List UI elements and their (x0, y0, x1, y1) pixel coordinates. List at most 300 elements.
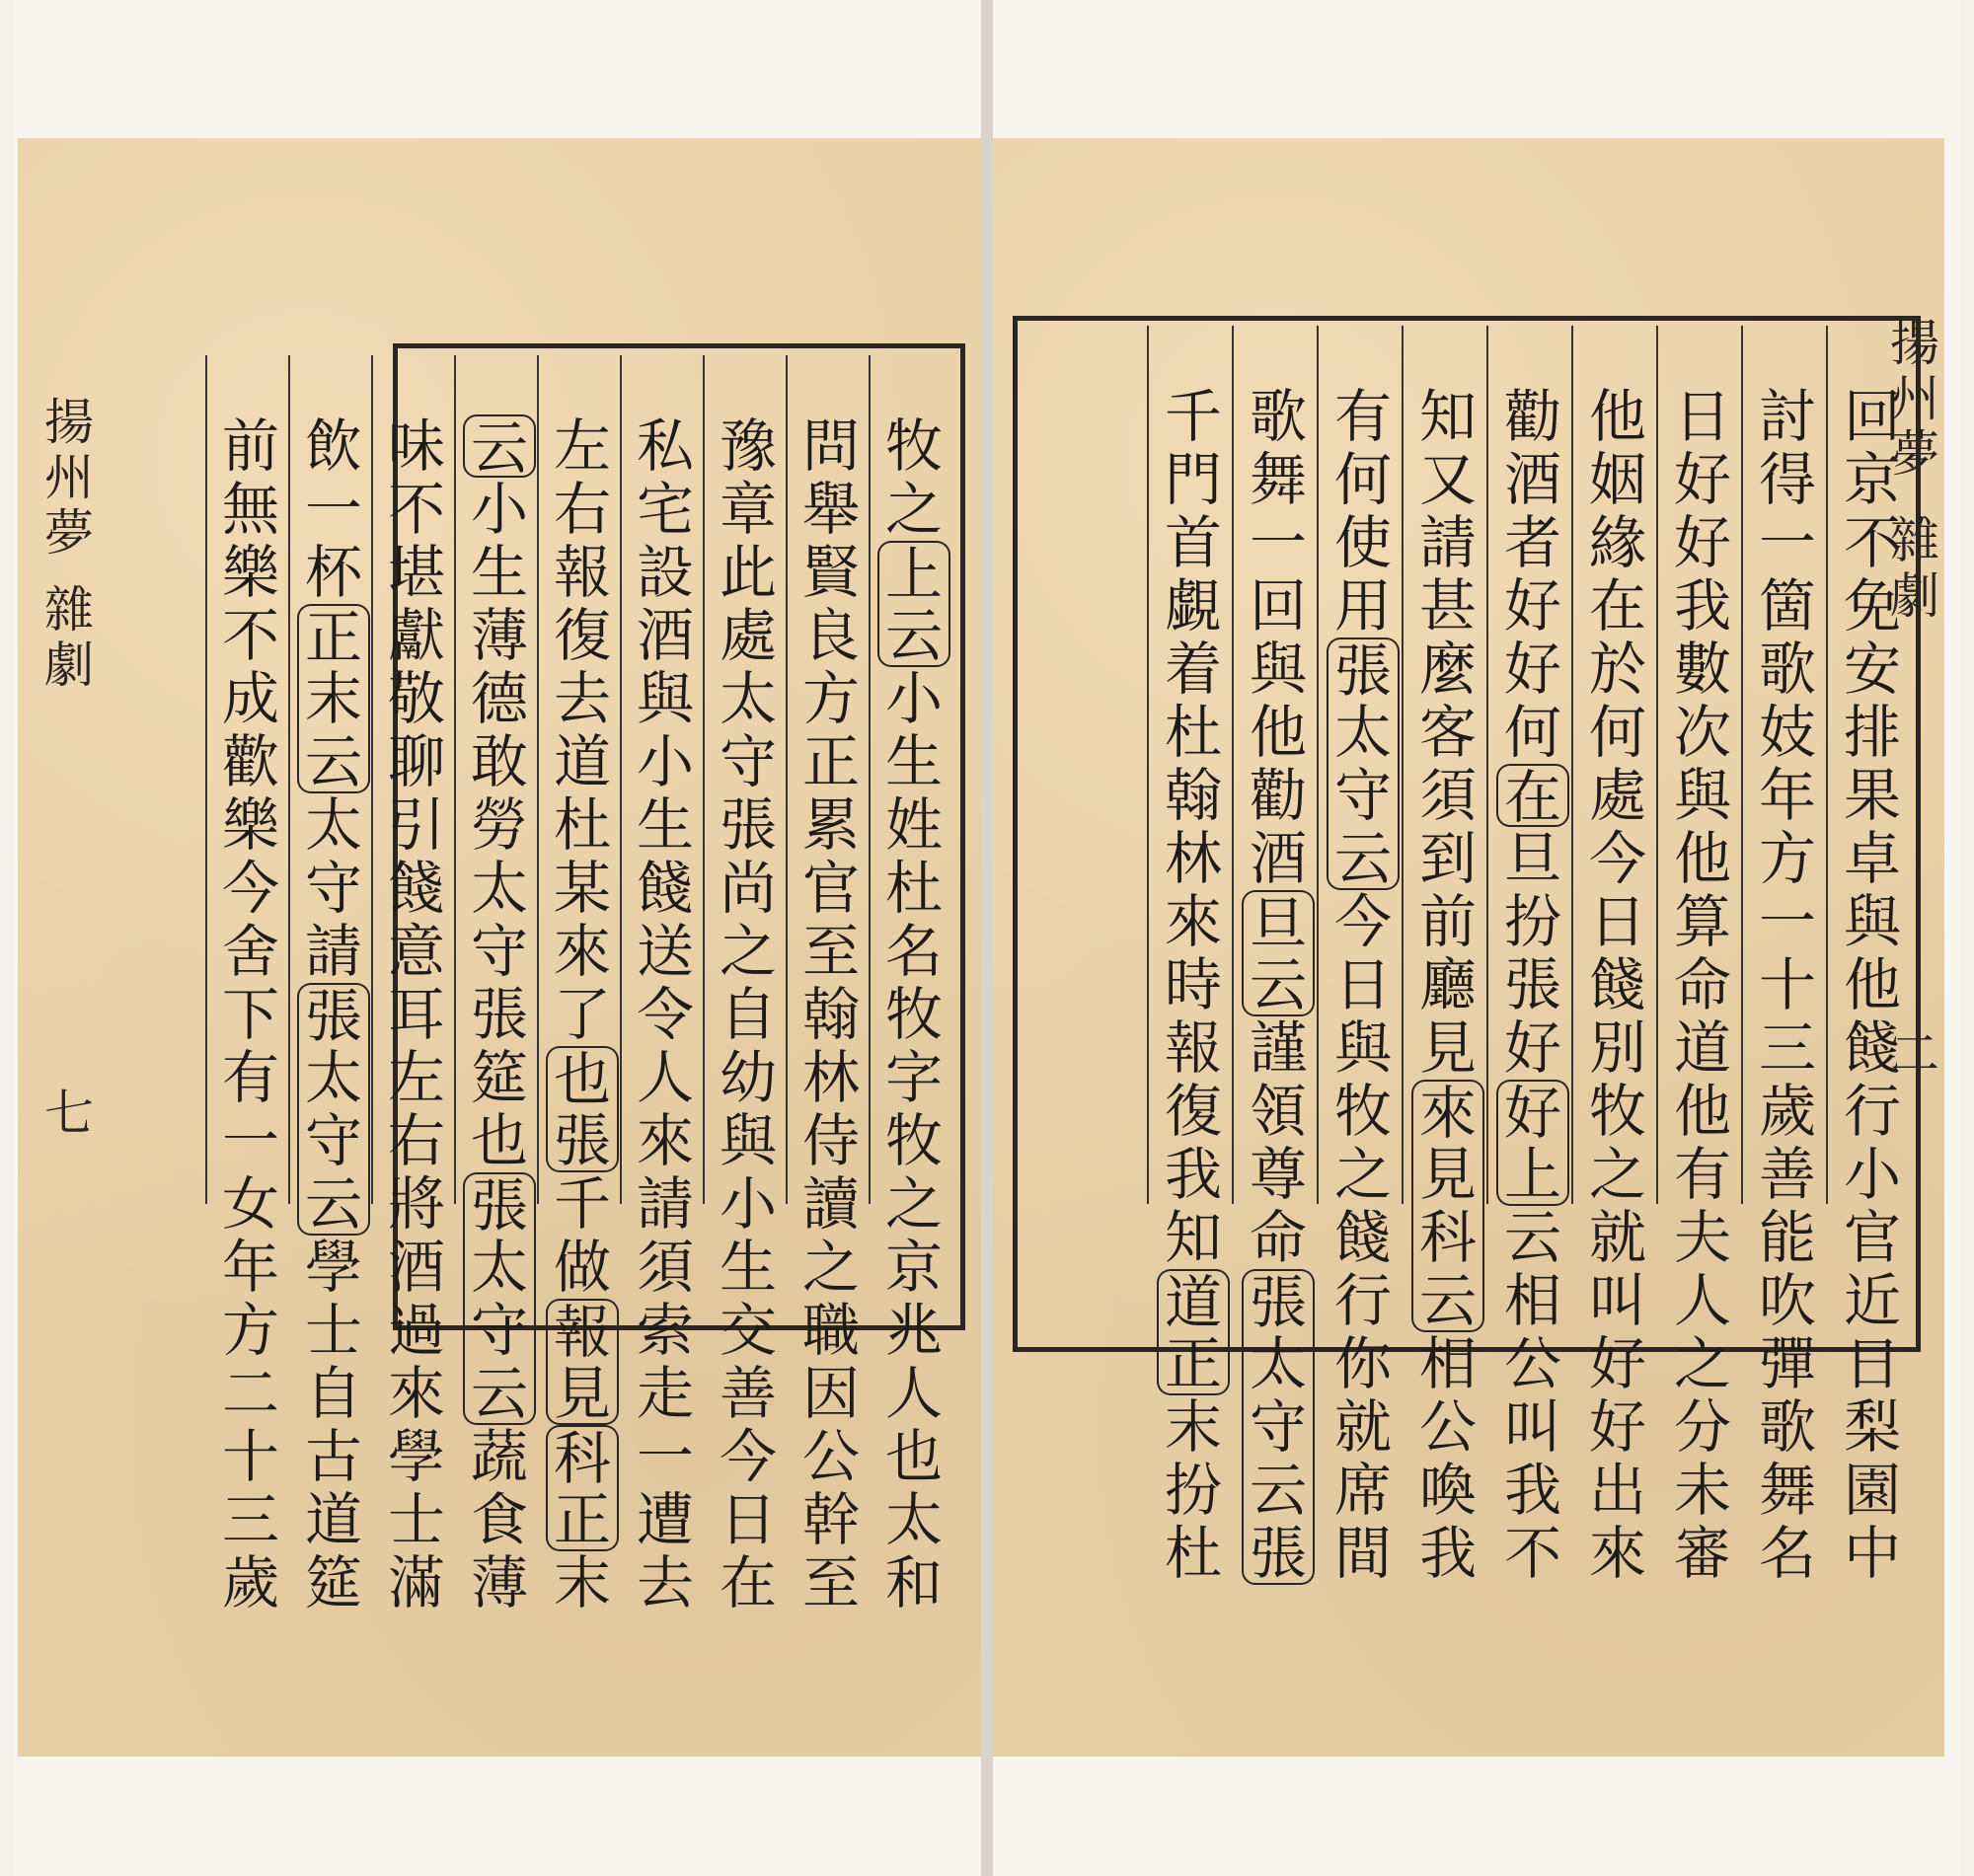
column-rule (537, 355, 539, 1204)
text-char: 一 (1249, 509, 1307, 576)
text-char: 引 (387, 791, 445, 859)
text-char: 歌 (1758, 636, 1816, 703)
text-char: 太 (1327, 701, 1400, 764)
text-char: 年 (221, 1234, 279, 1301)
text-char: 在 (719, 1549, 777, 1616)
column-rule (786, 355, 788, 1204)
text-char: 日 (1843, 1330, 1901, 1397)
text-char: 過 (387, 1297, 445, 1364)
text-char: 云 (463, 1362, 536, 1425)
text-char: 日 (719, 1486, 777, 1553)
text-char: 出 (1588, 1457, 1646, 1524)
text-char: 張 (719, 791, 777, 859)
text-char: 好 (1588, 1393, 1646, 1461)
text-char: 餞 (387, 855, 445, 922)
text-char: 知 (1418, 383, 1477, 450)
text-char: 回 (1843, 383, 1901, 450)
text-char: 有 (1333, 383, 1392, 450)
text-char: 日 (1673, 383, 1731, 450)
text-char: 人 (884, 1360, 943, 1427)
text-column (1157, 385, 1230, 1585)
text-char: 官 (1843, 1204, 1901, 1271)
text-char: 前 (1418, 888, 1477, 955)
column-rule (869, 355, 871, 1204)
text-char: 我 (1673, 572, 1731, 639)
text-char: 回 (1249, 572, 1307, 639)
text-char: 生 (884, 728, 943, 795)
text-char: 餞 (1588, 951, 1646, 1018)
text-char: 官 (801, 855, 860, 922)
text-char: 扮 (1503, 888, 1561, 955)
text-char: 獻 (387, 602, 445, 669)
text-char: 問 (801, 413, 860, 480)
text-char: 上 (1496, 1143, 1569, 1206)
text-char: 去 (553, 665, 611, 732)
text-char: 古 (304, 1423, 362, 1490)
text-char: 宅 (636, 476, 694, 543)
text-char: 杜 (1164, 1520, 1222, 1587)
text-char: 正 (297, 604, 370, 667)
book-spine (981, 0, 993, 1876)
text-char: 筵 (470, 1044, 528, 1111)
text-char: 讀 (801, 1170, 860, 1238)
text-char: 與 (1249, 636, 1307, 703)
text-char: 食 (470, 1486, 528, 1553)
text-char: 門 (1164, 446, 1222, 513)
text-char: 處 (1588, 762, 1646, 829)
text-char: 將 (387, 1170, 445, 1238)
text-char: 之 (1673, 1330, 1731, 1397)
text-char: 也 (470, 1107, 528, 1174)
text-char: 云 (877, 604, 950, 667)
text-char: 園 (1843, 1457, 1901, 1524)
text-char: 一 (636, 1423, 694, 1490)
text-char: 來 (1164, 888, 1222, 955)
text-char: 太 (304, 791, 362, 859)
text-char: 十 (1758, 951, 1816, 1018)
text-char: 張 (470, 981, 528, 1048)
text-char: 小 (636, 728, 694, 795)
text-char: 杜 (884, 855, 943, 922)
text-char: 人 (636, 1044, 694, 1111)
text-char: 良 (801, 602, 860, 669)
text-char: 叫 (1503, 1393, 1561, 1461)
text-char: 生 (636, 791, 694, 859)
left-margin-subtitle (39, 582, 99, 693)
text-char: 敢 (470, 728, 528, 795)
text-char: 末 (1164, 1393, 1222, 1461)
text-char: 與 (1673, 762, 1731, 829)
text-char: 士 (387, 1486, 445, 1553)
text-char: 處 (719, 602, 777, 669)
text-char: 年 (1758, 762, 1816, 829)
text-char: 太 (884, 1486, 943, 1553)
text-char: 做 (553, 1234, 611, 1301)
text-char: 意 (387, 918, 445, 985)
margin-char: 劇 (1890, 567, 1939, 625)
column-rule (620, 355, 622, 1204)
text-char: 分 (1673, 1393, 1731, 1461)
text-char: 之 (884, 1170, 943, 1238)
text-char: 敬 (387, 665, 445, 732)
text-char: 廳 (1418, 951, 1477, 1018)
left-margin-title (39, 395, 99, 561)
text-char: 累 (801, 791, 860, 859)
text-char: 送 (636, 918, 694, 985)
text-char: 討 (1758, 383, 1816, 450)
text-char: 云 (1411, 1269, 1484, 1332)
text-char: 喚 (1418, 1457, 1477, 1524)
text-char: 云 (1242, 953, 1315, 1016)
text-char: 樂 (221, 539, 279, 606)
text-char: 來 (387, 1360, 445, 1427)
text-char: 日 (1588, 888, 1646, 955)
text-char: 舍 (221, 918, 279, 985)
text-char: 又 (1418, 446, 1477, 513)
text-char: 聊 (387, 728, 445, 795)
text-char: 薄 (470, 602, 528, 669)
text-char: 杯 (304, 539, 362, 606)
text-column (1411, 385, 1484, 1585)
text-char: 杜 (553, 791, 611, 859)
text-char: 了 (553, 981, 611, 1048)
text-char: 甚 (1418, 572, 1477, 639)
text-char: 餞 (636, 855, 694, 922)
text-char: 見 (1418, 1014, 1477, 1082)
text-char: 小 (470, 476, 528, 543)
text-char: 歌 (1249, 383, 1307, 450)
text-char: 守 (1327, 764, 1400, 827)
text-char: 設 (636, 539, 694, 606)
text-char: 十 (221, 1423, 279, 1490)
text-column (712, 414, 785, 1614)
text-char: 勞 (470, 791, 528, 859)
text-char: 蔬 (470, 1423, 528, 1490)
text-char: 姻 (1588, 446, 1646, 513)
text-char: 不 (221, 602, 279, 669)
text-char: 京 (884, 1234, 943, 1301)
margin-char: 夢 (44, 504, 94, 562)
column-rule (1486, 326, 1488, 1204)
text-char: 人 (1673, 1267, 1731, 1334)
text-char: 公 (801, 1423, 860, 1490)
text-char: 在 (1588, 572, 1646, 639)
column-rule (1741, 326, 1743, 1204)
text-char: 之 (801, 1234, 860, 1301)
text-column (1242, 385, 1315, 1585)
text-char: 不 (1843, 509, 1901, 576)
text-char: 方 (221, 1297, 279, 1364)
text-char: 名 (1758, 1520, 1816, 1587)
text-char: 張 (463, 1172, 536, 1236)
text-char: 今 (719, 1423, 777, 1490)
text-char: 姓 (884, 791, 943, 859)
text-char: 之 (719, 918, 777, 985)
text-char: 免 (1843, 572, 1901, 639)
text-char: 牧 (884, 1107, 943, 1174)
text-char: 好 (1503, 572, 1561, 639)
text-char: 報 (1164, 1014, 1222, 1082)
text-char: 滿 (387, 1549, 445, 1616)
text-char: 末 (553, 1549, 611, 1616)
text-char: 左 (553, 413, 611, 480)
margin-char: 夢 (1890, 425, 1939, 483)
text-char: 得 (1758, 446, 1816, 513)
text-char: 於 (1588, 636, 1646, 703)
text-char: 他 (1249, 699, 1307, 766)
text-char: 道 (553, 728, 611, 795)
text-char: 知 (1164, 1204, 1222, 1271)
column-rule (288, 355, 290, 1204)
text-char: 數 (1673, 636, 1731, 703)
text-char: 兆 (884, 1297, 943, 1364)
text-column (463, 414, 536, 1614)
text-char: 去 (636, 1549, 694, 1616)
text-char: 牧 (884, 981, 943, 1048)
text-char: 近 (1843, 1267, 1901, 1334)
text-char: 請 (636, 1170, 694, 1238)
text-char: 與 (636, 665, 694, 732)
text-char: 耳 (387, 981, 445, 1048)
text-char: 須 (636, 1234, 694, 1301)
text-char: 女 (221, 1170, 279, 1238)
text-char: 何 (1503, 699, 1561, 766)
text-char: 尊 (1249, 1141, 1307, 1208)
right-margin-title (1885, 316, 1944, 482)
text-char: 守 (470, 918, 528, 985)
text-column (546, 414, 619, 1614)
text-char: 行 (1333, 1267, 1392, 1334)
text-char: 妓 (1758, 699, 1816, 766)
text-char: 歲 (1758, 1078, 1816, 1145)
text-char: 自 (719, 981, 777, 1048)
text-char: 卓 (1843, 825, 1901, 892)
text-char: 右 (387, 1107, 445, 1174)
text-char: 三 (221, 1486, 279, 1553)
text-char: 一 (1758, 509, 1816, 576)
right-margin-folio (1885, 1026, 1944, 1082)
text-char: 有 (221, 1044, 279, 1111)
column-rule (1826, 326, 1828, 1204)
text-char: 酒 (1503, 446, 1561, 513)
text-char: 一 (1758, 888, 1816, 955)
text-char: 席 (1333, 1457, 1392, 1524)
text-char: 職 (801, 1297, 860, 1364)
text-char: 命 (1673, 951, 1731, 1018)
text-char: 章 (719, 476, 777, 543)
text-char: 無 (221, 476, 279, 543)
text-char: 正 (546, 1488, 619, 1551)
text-char: 他 (1673, 1078, 1731, 1145)
column-rule (1232, 326, 1234, 1204)
text-char: 一 (304, 476, 362, 543)
text-char: 豫 (719, 413, 777, 480)
text-char: 牧 (884, 413, 943, 480)
text-char: 復 (553, 602, 611, 669)
text-char: 別 (1588, 1014, 1646, 1082)
margin-char: 雜 (44, 581, 94, 638)
margin-char: 雜 (1890, 512, 1939, 569)
text-char: 餞 (1843, 1014, 1901, 1082)
column-rule (703, 355, 705, 1204)
text-char: 太 (297, 1046, 370, 1109)
text-char: 張 (1242, 1522, 1315, 1585)
text-char: 時 (1164, 951, 1222, 1018)
margin-char: 二 (1890, 1025, 1939, 1083)
text-char: 善 (1758, 1141, 1816, 1208)
text-char: 千 (1164, 383, 1222, 450)
text-column (297, 414, 370, 1614)
text-char: 好 (1503, 636, 1561, 703)
text-char: 至 (801, 1549, 860, 1616)
column-rule (371, 355, 373, 1204)
text-char: 科 (546, 1425, 619, 1488)
text-char: 牧 (1588, 1078, 1646, 1145)
text-char: 云 (1242, 1459, 1315, 1522)
text-char: 云 (1503, 1204, 1561, 1271)
text-char: 緣 (1588, 509, 1646, 576)
text-char: 能 (1758, 1204, 1816, 1271)
text-char: 之 (1333, 1141, 1392, 1208)
text-char: 覷 (1164, 572, 1222, 639)
text-char: 張 (1242, 1269, 1315, 1332)
text-char: 旦 (1242, 890, 1315, 953)
text-char: 守 (719, 728, 777, 795)
text-char: 酒 (1249, 825, 1307, 892)
text-char: 酒 (387, 1234, 445, 1301)
text-char: 自 (304, 1360, 362, 1427)
text-char: 和 (884, 1549, 943, 1616)
text-char: 正 (801, 728, 860, 795)
text-column (629, 414, 702, 1614)
text-char: 排 (1843, 699, 1901, 766)
text-char: 安 (1843, 636, 1901, 703)
text-char: 守 (304, 855, 362, 922)
text-char: 杜 (1164, 699, 1222, 766)
text-char: 三 (1758, 1014, 1816, 1082)
text-char: 在 (1496, 764, 1569, 827)
text-column (1581, 385, 1654, 1585)
text-char: 太 (463, 1236, 536, 1299)
column-rule (1147, 326, 1149, 1204)
text-char: 牧 (1333, 1078, 1392, 1145)
text-char: 相 (1503, 1267, 1561, 1334)
text-char: 筵 (304, 1549, 362, 1616)
text-char: 歡 (221, 728, 279, 795)
text-char: 方 (801, 665, 860, 732)
text-char: 舉 (801, 476, 860, 543)
text-char: 善 (719, 1360, 777, 1427)
text-char: 好 (1588, 1330, 1646, 1397)
text-char: 他 (1588, 383, 1646, 450)
text-column (1666, 385, 1739, 1585)
text-char: 客 (1418, 699, 1477, 766)
text-char: 科 (1411, 1206, 1484, 1269)
text-char: 行 (1843, 1078, 1901, 1145)
text-char: 好 (1673, 446, 1731, 513)
text-char: 公 (1418, 1393, 1477, 1461)
text-char: 見 (1411, 1143, 1484, 1206)
text-char: 小 (719, 1170, 777, 1238)
text-char: 審 (1673, 1520, 1731, 1587)
text-char: 道 (304, 1486, 362, 1553)
text-char: 學 (387, 1423, 445, 1490)
text-char: 令 (636, 981, 694, 1048)
text-char: 首 (1164, 509, 1222, 576)
text-char: 云 (463, 414, 536, 478)
text-char: 何 (1588, 699, 1646, 766)
text-char: 太 (719, 665, 777, 732)
column-rule (1402, 326, 1404, 1204)
text-char: 請 (304, 918, 362, 985)
text-char: 下 (221, 981, 279, 1048)
text-char: 張 (1327, 638, 1400, 701)
text-char: 見 (546, 1362, 619, 1425)
text-char: 交 (719, 1297, 777, 1364)
text-char: 到 (1418, 825, 1477, 892)
text-char: 謹 (1249, 1014, 1307, 1082)
text-char: 右 (553, 476, 611, 543)
text-char: 飲 (304, 413, 362, 480)
text-char: 走 (636, 1360, 694, 1427)
text-char: 我 (1164, 1141, 1222, 1208)
text-char: 守 (297, 1109, 370, 1172)
text-char: 守 (1242, 1395, 1315, 1459)
text-char: 與 (719, 1107, 777, 1174)
margin-char: 州 (44, 449, 94, 506)
text-char: 之 (884, 476, 943, 543)
text-char: 太 (1242, 1332, 1315, 1395)
text-char: 成 (221, 665, 279, 732)
text-char: 不 (1503, 1520, 1561, 1587)
margin-char: 揚 (1890, 315, 1939, 372)
text-char: 就 (1333, 1393, 1392, 1461)
text-char: 今 (221, 855, 279, 922)
text-char: 今 (1588, 825, 1646, 892)
text-char: 幹 (801, 1486, 860, 1553)
text-char: 張 (546, 1109, 619, 1172)
text-char: 請 (1418, 509, 1477, 576)
text-char: 與 (1843, 888, 1901, 955)
text-char: 我 (1503, 1457, 1561, 1524)
text-char: 勸 (1503, 383, 1561, 450)
text-char: 士 (304, 1297, 362, 1364)
column-rule (205, 355, 207, 1204)
text-char: 云 (297, 730, 370, 793)
text-char: 他 (1843, 951, 1901, 1018)
text-char: 歲 (221, 1549, 279, 1616)
text-char: 小 (884, 665, 943, 732)
text-char: 學 (304, 1234, 362, 1301)
text-char: 他 (1673, 825, 1731, 892)
text-char: 字 (884, 1044, 943, 1111)
text-char: 間 (1333, 1520, 1392, 1587)
text-char: 左 (387, 1044, 445, 1111)
text-char: 公 (1503, 1330, 1561, 1397)
column-rule (454, 355, 456, 1204)
text-char: 太 (470, 855, 528, 922)
text-char: 林 (1164, 825, 1222, 892)
text-char: 舞 (1249, 446, 1307, 513)
text-char: 小 (1843, 1141, 1901, 1208)
text-column (1327, 385, 1400, 1585)
text-char: 堪 (387, 539, 445, 606)
text-char: 算 (1673, 888, 1731, 955)
text-char: 酒 (636, 602, 694, 669)
text-char: 正 (1157, 1332, 1230, 1395)
text-char: 德 (470, 665, 528, 732)
text-char: 命 (1249, 1204, 1307, 1271)
